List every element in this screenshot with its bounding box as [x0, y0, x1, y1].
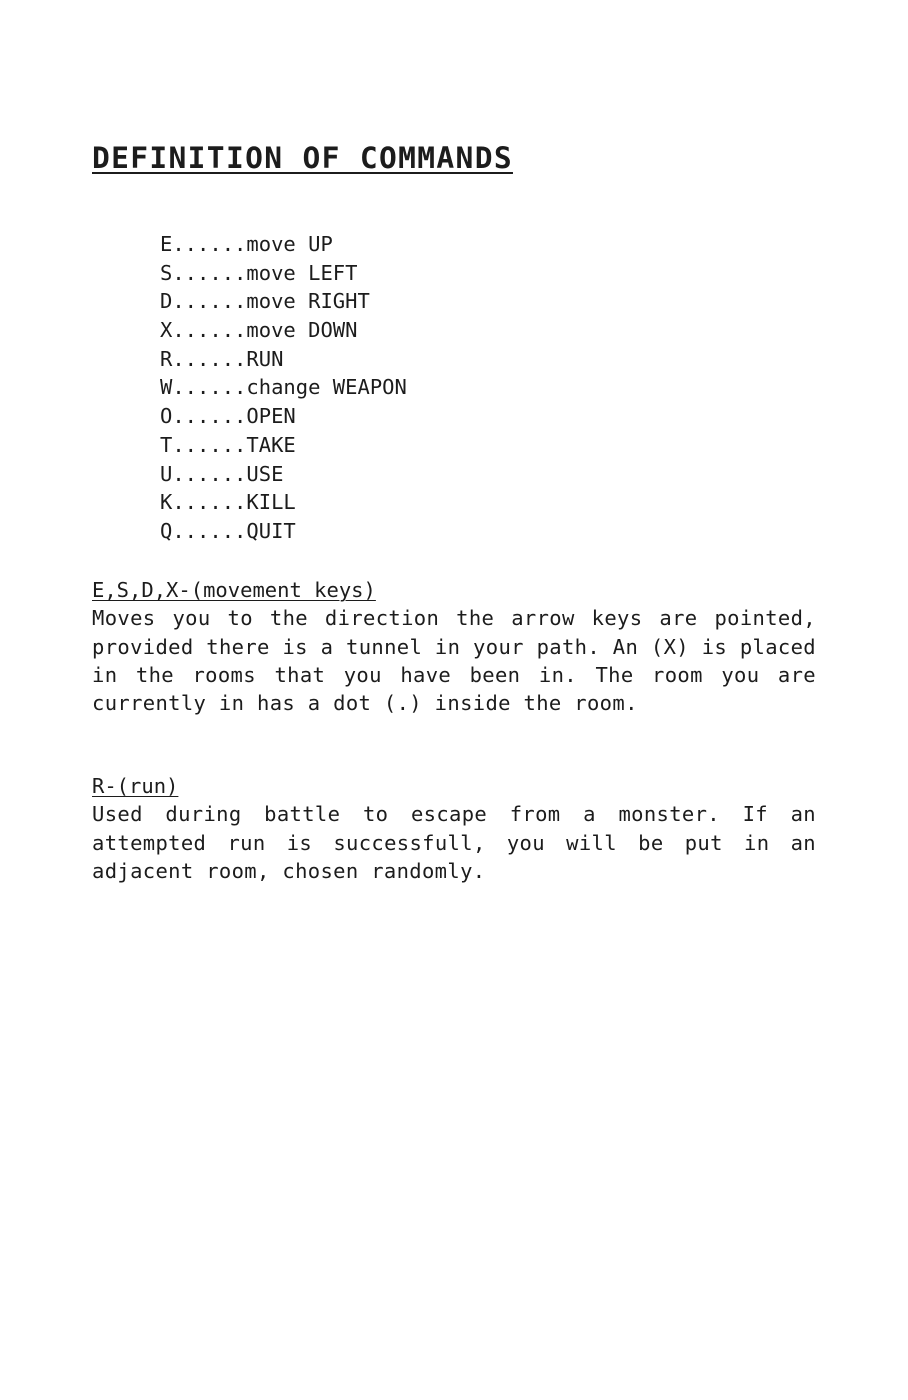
command-item	[160, 517, 407, 546]
command-key: O	[160, 404, 173, 429]
command-desc: change WEAPON	[246, 375, 407, 400]
command-desc: QUIT	[246, 518, 296, 543]
command-dots: ......	[172, 432, 247, 457]
command-dots: ......	[172, 346, 247, 371]
command-dots: ......	[172, 232, 247, 256]
command-desc: TAKE	[246, 432, 296, 457]
command-item	[160, 460, 407, 489]
command-item	[160, 287, 407, 316]
command-dots: ......	[172, 318, 247, 343]
run-description: Used during battle to escape from a monster. If an attempted run is successfull, you will be put in an adjacent room, chosen randomly.	[92, 802, 816, 883]
command-item	[160, 259, 407, 288]
command-item	[160, 431, 407, 460]
movement-keys-description: Moves you to the direction the arrow keys are pointed, provided there is a tunnel in your path. An (X) is placed in the rooms that you have been in. The room you are currently in has a dot (.) inside the room.	[92, 606, 816, 716]
command-desc: move LEFT	[246, 260, 358, 285]
command-desc: KILL	[246, 490, 296, 515]
command-key: U	[160, 461, 173, 486]
command-key: D	[160, 289, 173, 314]
command-dots: ......	[172, 375, 247, 400]
command-desc: move UP	[246, 232, 333, 256]
command-key: T	[160, 432, 173, 457]
command-item	[160, 488, 407, 517]
command-item	[160, 316, 407, 345]
run-heading: R-(run)	[92, 774, 179, 798]
command-dots: ......	[172, 518, 247, 543]
command-item	[160, 230, 407, 259]
command-dots: ......	[172, 404, 247, 429]
movement-keys-heading: E,S,D,X-(movement keys)	[92, 578, 376, 602]
command-item	[160, 373, 407, 402]
command-key: X	[160, 318, 173, 343]
command-key: Q	[160, 518, 173, 543]
command-dots: ......	[172, 461, 247, 486]
command-desc: move DOWN	[246, 318, 358, 343]
command-key: R	[160, 346, 173, 371]
command-desc: USE	[246, 461, 284, 486]
command-key: W	[160, 375, 173, 400]
command-key: K	[160, 490, 173, 515]
run-section	[92, 772, 816, 885]
command-item	[160, 402, 407, 431]
command-list	[160, 230, 407, 546]
command-desc: OPEN	[246, 404, 296, 429]
command-key: S	[160, 260, 173, 285]
command-desc: move RIGHT	[246, 289, 370, 314]
command-dots: ......	[172, 260, 247, 285]
command-key: E	[160, 232, 173, 256]
command-item	[160, 345, 407, 374]
command-dots: ......	[172, 289, 247, 314]
movement-keys-section	[92, 576, 816, 717]
command-dots: ......	[172, 490, 247, 515]
page-title: DEFINITION OF COMMANDS	[92, 141, 513, 175]
command-desc: RUN	[246, 346, 284, 371]
